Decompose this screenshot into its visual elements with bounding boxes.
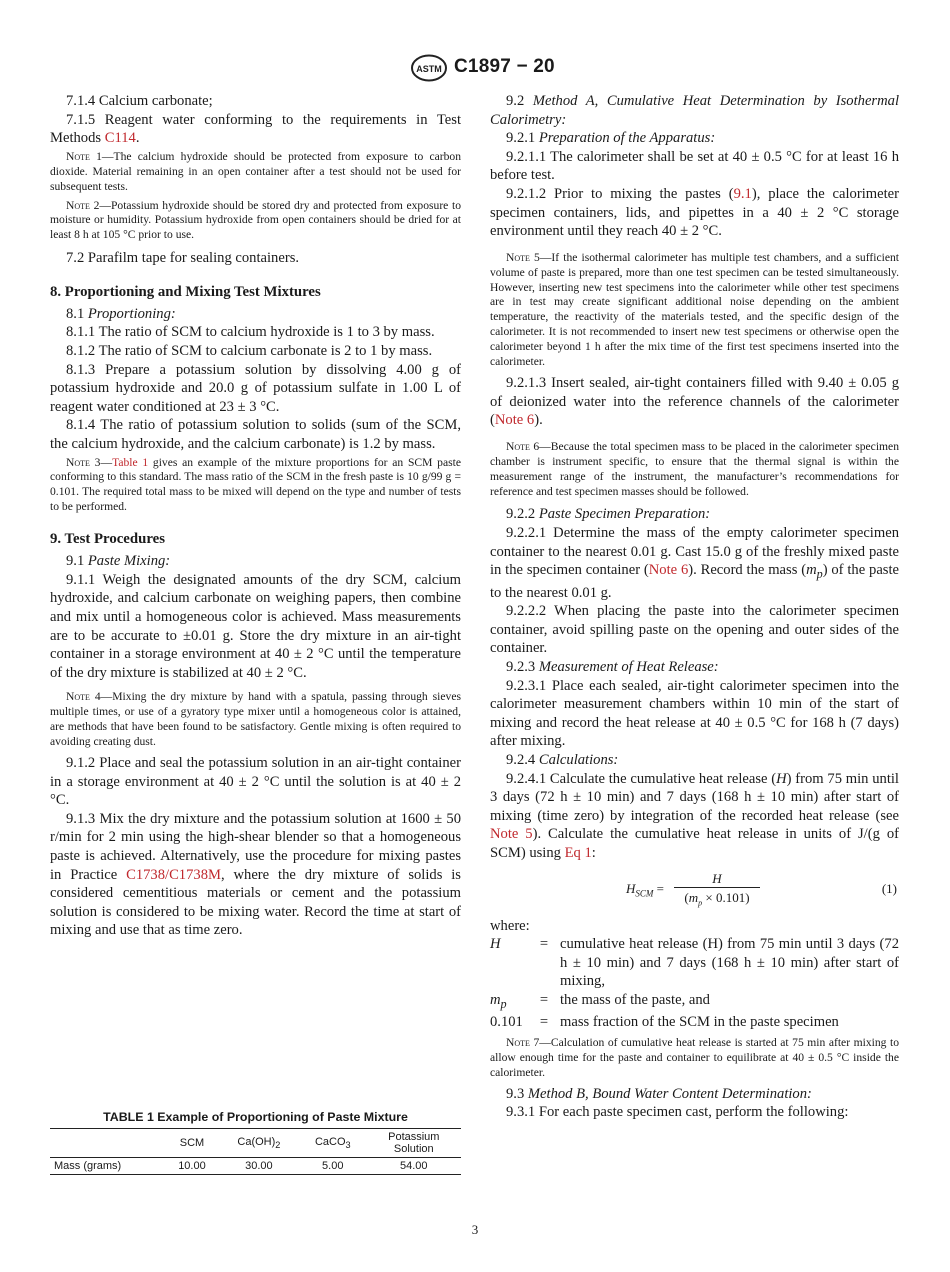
section-9-3-1: 9.3.1 For each paste specimen cast, perform the following:	[506, 1104, 849, 1121]
equation-numerator: H	[712, 870, 722, 886]
section-9-2-1-3: 9.2.1.3 Insert sealed, air-tight containers filled with 9.40 ± 0.05 g of deionized water into the reference channels of the calorimeter (Note 6).	[490, 375, 899, 429]
equation-lhs: $H_{SCM}$ =	[626, 880, 664, 899]
section-8-1-1: 8.1.1 The ratio of SCM to calcium hydroxide is 1 to 3 by mass.	[66, 324, 435, 341]
section-9-2-3-1: 9.2.3.1 Place each sealed, air-tight calorimeter specimen into the calorimeter measurement chambers within 10 min of the start of mixing and record the heat release at 40 ± 0.5 °C for 168 h (7 days) after mixing.	[490, 677, 899, 750]
table-cell-scm: 10.00	[178, 1160, 206, 1172]
note-6-link[interactable]: Note 6	[494, 412, 535, 429]
table-1	[50, 1128, 461, 1175]
section-9-2-2-1: 9.2.2.1 Determine the mass of the empty calorimeter specimen container to the nearest 0.01 g. Cast 15.0 g of the freshly mixed paste in the specimen container (Note 6). Record the mass $(m_p)$ of the paste to the nearest 0.01 g.	[490, 525, 900, 601]
table-cell-caco3: 5.00	[322, 1160, 344, 1172]
equation-denominator: $(m_p \times 0.101)$	[684, 889, 750, 908]
table-header-potassium-solution: Potassium Solution	[388, 1131, 440, 1155]
note-6: Note 6—Because the total specimen mass to be placed in the calorimeter specimen chamber is instrument specific, to ensure that the thermal signal is within the measurement range of the instrument, the manufacturer’s recommendations for reference and test specimen masses should be followed.	[490, 439, 899, 498]
section-9-3: 9.3 Method B, Bound Water Content Determination:	[506, 1085, 812, 1102]
equation-number: (1)	[881, 880, 897, 896]
section-9-1-1: 9.1.1 Weigh the designated amounts of the dry SCM, calcium hydroxide, and calcium carbonate on weighing papers, then combine and mix until a homogeneous color is achieved. Mass measurements are to be accurate to ±0.01 g. Store the dry mixture in an air-tight container in a storage environment at 40 ± 2 °C until the temperature of the dry mixture is stabilized at 40 ± 2 °C.	[50, 571, 461, 681]
note-2: Note 2—Potassium hydroxide should be stored dry and protected from exposure to moisture or humidity. Potassium hydroxide from open containers should be dried for at least 8 h at 105 °C prior to use.	[50, 198, 461, 242]
section-8-heading: 8. Proportioning and Mixing Test Mixtures	[50, 283, 321, 300]
section-9-1-2: 9.1.2 Place and seal the potassium solution in an air-tight container in a storage environment at 40 ± 2 °C until the solution is at 40 ± 2 °C.	[50, 754, 461, 809]
where-label: where:	[490, 917, 530, 934]
section-9-2-1: 9.2.1 Preparation of the Apparatus:	[506, 130, 716, 147]
left-column	[50, 92, 461, 940]
eq-1-link[interactable]: Eq 1	[564, 845, 592, 861]
note-4: Note 4—Mixing the dry mixture by hand with a spatula, passing through sieves multiple times, or use of a gyratory type mixer until a homogeneous color is attained, are methods that have been found to be satisfactory. Gentle mixing is often required to avoiding creating dust.	[50, 690, 461, 749]
note-3: Note 3—Table 1 gives an example of the mixture proportions for an SCM paste conforming to this standard. The mass ratio of the SCM in the fresh paste is 10 g/99 g = 0.101. The required total mass to be mixed will depend on the type and number of tests to be performed.	[50, 455, 461, 514]
section-8-1-4: 8.1.4 The ratio of potassium solution to solids (sum of the SCM, the calcium hydroxide, and the calcium carbonate) is 1.2 by mass.	[50, 417, 461, 452]
note-7: Note 7—Calculation of cumulative heat release is started at 75 min after mixing to allow enough time for the paste and container to equilibrate at 40 ± 0.5 °C inside the calorimeter.	[490, 1036, 899, 1079]
section-9-2-4-1: 9.2.4.1 Calculate the cumulative heat release (H) from 75 min until 3 days (72 h ± 10 min) and 7 days (168 h ± 10 min) after start of mixing (time zero) by integration of the recorded heat release (see Note 5). Calculate the cumulative heat release in units of J/(g of SCM) using Eq 1:	[490, 770, 899, 861]
equation-1	[490, 869, 899, 913]
section-7-2: 7.2 Parafilm tape for sealing containers.	[66, 250, 300, 267]
note-6-link-2[interactable]: Note 6	[648, 562, 689, 579]
section-8-1-2: 8.1.2 The ratio of SCM to calcium carbonate is 2 to 1 by mass.	[66, 343, 433, 359]
table-header-blank	[50, 1129, 165, 1158]
section-9-1-link[interactable]: 9.1	[733, 185, 752, 202]
section-9-2-3: 9.2.3 Measurement of Heat Release:	[506, 659, 719, 676]
section-9-2-1-1: 9.2.1.1 The calorimeter shall be set at 40 ± 0.5 °C for at least 16 h before test.	[490, 148, 899, 184]
right-column	[490, 92, 899, 1122]
table-cell-caoh2: 30.00	[245, 1160, 273, 1172]
note-5-link[interactable]: Note 5	[490, 826, 533, 843]
note-5: Note 5—If the isothermal calorimeter has multiple test chambers, and a sufficient volume of paste is prepared, more than one test specimen can be tested simultaneously. However, inserting new test specimens into the calorimeter while other test specimens are in test may create significant additional noise depending on the ambient temperature, the reactivity of the materials tested, and the specific design of the calorimeter. It is not recommended to insert new test specimens or otherwise open the calorimeter beyond 1 h after the mix time of the first test specimens inserted into the calorimeter.	[490, 250, 899, 369]
standard-designation: C1897 − 20	[454, 56, 555, 77]
c114-link[interactable]: C114	[104, 130, 136, 147]
table-header-scm: SCM	[179, 1137, 205, 1149]
table-row-label: Mass (grams)	[54, 1160, 122, 1172]
section-8-1: 8.1 Proportioning:	[66, 305, 176, 322]
table-cell-potassium-solution: 54.00	[400, 1160, 428, 1172]
where-item: H = cumulative heat release (H) from 75 min until 3 days (72 h ± 10 min) and 7 days (168 h ± 10 min) after start of mixing,	[490, 936, 899, 990]
svg-text:ASTM: ASTM	[416, 64, 442, 74]
c1738-link[interactable]: C1738/C1738M	[126, 866, 221, 883]
fraction-bar	[674, 887, 760, 888]
table-1-title: TABLE 1 Example of Proportioning of Paste Mixture	[103, 1110, 408, 1124]
table-header-row	[50, 1129, 461, 1158]
section-7-1-4: 7.1.4 Calcium carbonate;	[66, 93, 213, 109]
table-1-link[interactable]: Table 1	[112, 455, 149, 469]
section-8-1-3: 8.1.3 Prepare a potassium solution by dissolving 4.00 g of potassium hydroxide and 20.0 g of potassium sulfate in 1.00 L of reagent water conditioned at 23 ± 3 °C.	[50, 361, 461, 415]
section-9-1-3: 9.1.3 Mix the dry mixture and the potassium solution at 1600 ± 50 r/min for 2 min using the high-shear blender so that a homogeneous paste is achieved. Alternatively, use the procedure for mixing pastes in Practice C1738/C1738M, where the dry mixture of solids is considered cementitious materials or cement and the potassium solution is considered to be mixing water. Record the time at start of mixing and use that as time zero.	[50, 810, 461, 939]
section-9-2-1-2: 9.2.1.2 Prior to mixing the pastes (9.1), place the calorimeter specimen containers, lids, and pipettes in a 40 ± 2 °C storage environment until they reach 40 ± 2 °C.	[490, 185, 899, 240]
section-9-2-2-2: 9.2.2.2 When placing the paste into the calorimeter specimen container, avoid spilling paste on the opening and outer sides of the container.	[490, 603, 899, 657]
section-9-2: 9.2 Method A, Cumulative Heat Determination by Isothermal Calorimetry:	[490, 93, 899, 128]
section-7-1-5: 7.1.5 Reagent water conforming to the requirements in Test Methods C114.	[50, 111, 461, 147]
table-header-caoh2: $Ca(OH)_2$	[237, 1135, 281, 1151]
where-item: 0.101 = mass fraction of the SCM in the paste specimen	[490, 1014, 839, 1031]
section-9-2-4: 9.2.4 Calculations:	[506, 752, 619, 769]
where-list	[490, 917, 899, 1032]
note-1: Note 1—The calcium hydroxide should be protected from exposure to carbon dioxide. Material remaining in an open container after a test should not be used for subsequent tests.	[50, 149, 461, 193]
page-number: 3	[471, 1222, 479, 1237]
section-9-1: 9.1 Paste Mixing:	[66, 553, 171, 570]
page-header	[0, 54, 950, 84]
astm-logo-icon	[410, 54, 448, 82]
where-item: $m_p$ = the mass of the paste, and	[490, 991, 710, 1011]
section-9-heading: 9. Test Procedures	[50, 531, 165, 548]
section-9-2-2: 9.2.2 Paste Specimen Preparation:	[506, 506, 711, 523]
table-header-caco3: CaCO$_3$	[314, 1135, 351, 1151]
table-row	[50, 1158, 461, 1175]
